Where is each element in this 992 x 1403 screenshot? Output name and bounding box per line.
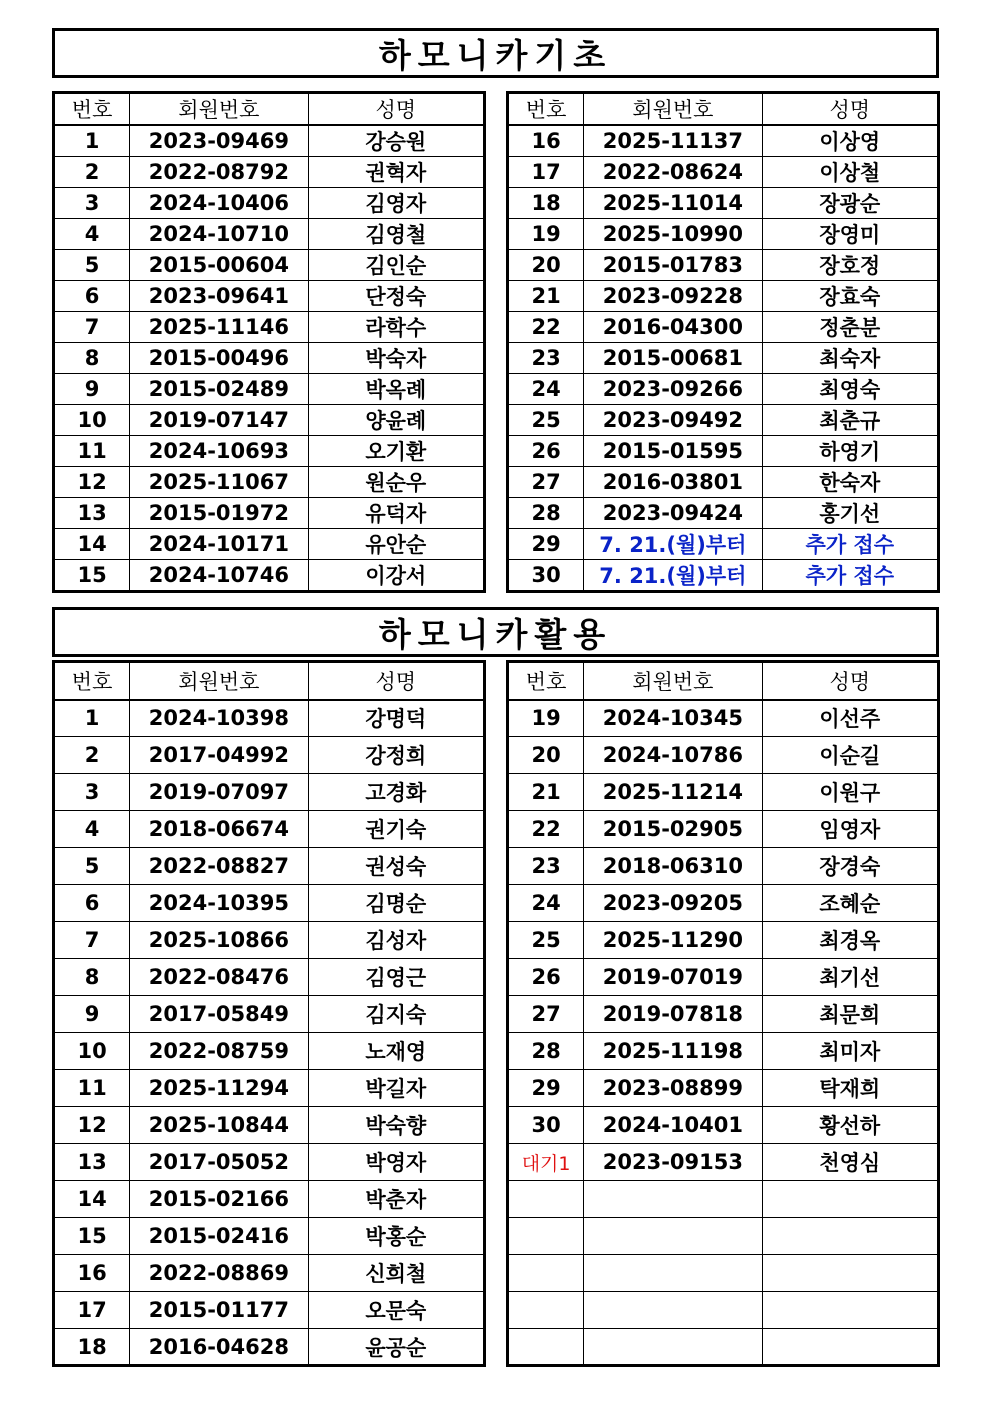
row-number: 5: [54, 250, 130, 281]
row-number: 12: [54, 467, 130, 498]
table-row: [508, 529, 939, 560]
table-row: [54, 219, 485, 250]
member-id: 2016-04300: [584, 312, 762, 343]
row-number: 30: [508, 1107, 584, 1144]
table-row: [508, 774, 939, 811]
table-row: [54, 498, 485, 529]
table-row: [508, 157, 939, 188]
table-row: [54, 996, 485, 1033]
table-row: [54, 374, 485, 405]
row-number: 8: [54, 343, 130, 374]
table-row: [54, 1033, 485, 1070]
member-id: 2025-10866: [130, 922, 308, 959]
member-id: 2025-11067: [130, 467, 308, 498]
member-name: 이상영: [762, 125, 938, 157]
table-row: [508, 436, 939, 467]
table-row: [508, 467, 939, 498]
row-number: 대기1: [508, 1144, 584, 1181]
table-row: [508, 1144, 939, 1181]
row-number: 21: [508, 774, 584, 811]
row-number: 21: [508, 281, 584, 312]
member-name: 라학수: [308, 312, 484, 343]
header-number: 번호: [54, 662, 130, 700]
member-name: 권기숙: [308, 811, 484, 848]
row-number: 14: [54, 1181, 130, 1218]
row-number: 18: [508, 188, 584, 219]
table-header-row: [508, 662, 939, 700]
member-id: 2024-10395: [130, 885, 308, 922]
member-id: 2015-02166: [130, 1181, 308, 1218]
header-name: 성명: [308, 662, 484, 700]
member-name: 하영기: [762, 436, 938, 467]
row-number: 7: [54, 312, 130, 343]
section2-table-left: [52, 660, 486, 1367]
row-number: 6: [54, 885, 130, 922]
table-row: [508, 811, 939, 848]
member-id: 2024-10401: [584, 1107, 762, 1144]
row-number: 17: [54, 1292, 130, 1329]
member-name: 원순우: [308, 467, 484, 498]
row-number: 23: [508, 343, 584, 374]
table-row: [54, 811, 485, 848]
table-row: [54, 405, 485, 436]
member-name: 권성숙: [308, 848, 484, 885]
row-number: 28: [508, 1033, 584, 1070]
header-name: 성명: [762, 662, 938, 700]
member-id: 2015-00681: [584, 343, 762, 374]
row-number: 3: [54, 774, 130, 811]
member-name: 박숙자: [308, 343, 484, 374]
row-number: 14: [54, 529, 130, 560]
member-id: 2025-11214: [584, 774, 762, 811]
member-name: 추가 접수: [762, 560, 938, 592]
row-number: 18: [54, 1329, 130, 1366]
row-number: 22: [508, 811, 584, 848]
table-row: [508, 1070, 939, 1107]
member-id: 2022-08792: [130, 157, 308, 188]
row-number: 3: [54, 188, 130, 219]
member-name: 단정숙: [308, 281, 484, 312]
table-row: [54, 157, 485, 188]
table-row: [508, 343, 939, 374]
row-number: 29: [508, 1070, 584, 1107]
header-member-id: 회원번호: [130, 662, 308, 700]
member-name: 박춘자: [308, 1181, 484, 1218]
table-row: [508, 1033, 939, 1070]
member-id: 2025-11290: [584, 922, 762, 959]
row-number: 20: [508, 737, 584, 774]
table-row: [508, 922, 939, 959]
member-name: 박옥례: [308, 374, 484, 405]
section1-table-right: [506, 91, 940, 593]
member-name: 이순길: [762, 737, 938, 774]
member-id: 2018-06674: [130, 811, 308, 848]
member-id: 2024-10406: [130, 188, 308, 219]
member-id: 2019-07097: [130, 774, 308, 811]
table-row: [54, 1292, 485, 1329]
member-name: 김지숙: [308, 996, 484, 1033]
member-id: 2015-00604: [130, 250, 308, 281]
member-id: 2023-09266: [584, 374, 762, 405]
member-name: 홍기선: [762, 498, 938, 529]
header-member-id: 회원번호: [584, 93, 762, 126]
row-number: 29: [508, 529, 584, 560]
section1-title: 하모니카기초: [52, 28, 939, 78]
member-name: 양윤례: [308, 405, 484, 436]
member-id: 2019-07019: [584, 959, 762, 996]
member-name: 최춘규: [762, 405, 938, 436]
member-name: 최영숙: [762, 374, 938, 405]
member-name: 최숙자: [762, 343, 938, 374]
member-name: 한숙자: [762, 467, 938, 498]
table-row: [508, 1329, 939, 1366]
member-id: 2019-07147: [130, 405, 308, 436]
member-name: 탁재희: [762, 1070, 938, 1107]
table-row: [54, 1070, 485, 1107]
member-id: 2024-10345: [584, 700, 762, 737]
member-name: [762, 1255, 938, 1292]
row-number: 4: [54, 219, 130, 250]
row-number: 20: [508, 250, 584, 281]
member-name: 임영자: [762, 811, 938, 848]
table-row: [508, 312, 939, 343]
member-id: 2025-11146: [130, 312, 308, 343]
member-id: 2024-10171: [130, 529, 308, 560]
member-id: 2015-02416: [130, 1218, 308, 1255]
table-row: [508, 125, 939, 157]
member-name: 조혜순: [762, 885, 938, 922]
member-id: 2025-10990: [584, 219, 762, 250]
table-row: [54, 700, 485, 737]
member-id: 7. 21.(월)부터: [584, 560, 762, 592]
table-row: [508, 374, 939, 405]
member-id: 2023-09641: [130, 281, 308, 312]
member-id: 2023-09228: [584, 281, 762, 312]
member-id: [584, 1181, 762, 1218]
member-name: 권혁자: [308, 157, 484, 188]
row-number: 16: [508, 125, 584, 157]
table-row: [54, 250, 485, 281]
member-id: 2017-04992: [130, 737, 308, 774]
member-id: 2015-01783: [584, 250, 762, 281]
table-row: [54, 560, 485, 592]
table-row: [54, 281, 485, 312]
member-name: 강명덕: [308, 700, 484, 737]
member-id: 2023-09205: [584, 885, 762, 922]
member-id: 2023-09153: [584, 1144, 762, 1181]
row-number: 10: [54, 405, 130, 436]
row-number: 8: [54, 959, 130, 996]
row-number: 15: [54, 560, 130, 592]
member-name: 추가 접수: [762, 529, 938, 560]
row-number: 30: [508, 560, 584, 592]
row-number: 15: [54, 1218, 130, 1255]
member-id: 2024-10746: [130, 560, 308, 592]
member-name: 최문희: [762, 996, 938, 1033]
member-name: 노재영: [308, 1033, 484, 1070]
member-id: 2016-04628: [130, 1329, 308, 1366]
member-id: 2022-08476: [130, 959, 308, 996]
table-row: [54, 312, 485, 343]
member-id: 2025-11014: [584, 188, 762, 219]
table-row: [508, 498, 939, 529]
member-name: 김영근: [308, 959, 484, 996]
row-number: 28: [508, 498, 584, 529]
member-id: 2017-05052: [130, 1144, 308, 1181]
row-number: 25: [508, 405, 584, 436]
member-id: 2023-08899: [584, 1070, 762, 1107]
member-name: [762, 1218, 938, 1255]
member-id: 2015-02905: [584, 811, 762, 848]
table-row: [508, 1292, 939, 1329]
member-id: 2015-02489: [130, 374, 308, 405]
table-row: [508, 700, 939, 737]
table-row: [508, 405, 939, 436]
row-number: 10: [54, 1033, 130, 1070]
row-number: [508, 1218, 584, 1255]
member-name: 황선하: [762, 1107, 938, 1144]
table-row: [54, 774, 485, 811]
header-number: 번호: [508, 662, 584, 700]
table-row: [508, 219, 939, 250]
table-header-row: [54, 93, 485, 126]
member-id: 2022-08624: [584, 157, 762, 188]
member-id: 2015-01177: [130, 1292, 308, 1329]
member-id: 2015-01972: [130, 498, 308, 529]
row-number: 4: [54, 811, 130, 848]
row-number: 2: [54, 737, 130, 774]
member-name: 김영철: [308, 219, 484, 250]
member-id: 2024-10786: [584, 737, 762, 774]
member-name: 장효숙: [762, 281, 938, 312]
table-row: [508, 188, 939, 219]
member-id: 2023-09492: [584, 405, 762, 436]
member-id: [584, 1218, 762, 1255]
row-number: 25: [508, 922, 584, 959]
member-name: 장경숙: [762, 848, 938, 885]
member-id: 2025-11137: [584, 125, 762, 157]
table-row: [54, 885, 485, 922]
row-number: 1: [54, 125, 130, 157]
table-row: [508, 1107, 939, 1144]
member-name: 신희철: [308, 1255, 484, 1292]
member-name: 이원구: [762, 774, 938, 811]
member-id: [584, 1329, 762, 1366]
member-name: 천영심: [762, 1144, 938, 1181]
row-number: 17: [508, 157, 584, 188]
row-number: 16: [54, 1255, 130, 1292]
table-row: [508, 560, 939, 592]
member-id: 2025-11294: [130, 1070, 308, 1107]
member-id: 2023-09424: [584, 498, 762, 529]
row-number: 9: [54, 374, 130, 405]
member-name: 장영미: [762, 219, 938, 250]
member-name: 윤공순: [308, 1329, 484, 1366]
table-row: [54, 467, 485, 498]
row-number: 5: [54, 848, 130, 885]
member-name: 오문숙: [308, 1292, 484, 1329]
table-row: [508, 737, 939, 774]
table-row: [54, 1144, 485, 1181]
header-name: 성명: [762, 93, 938, 126]
member-id: 2022-08759: [130, 1033, 308, 1070]
member-id: 2023-09469: [130, 125, 308, 157]
table-header-row: [54, 662, 485, 700]
table-row: [54, 959, 485, 996]
row-number: 24: [508, 885, 584, 922]
row-number: 9: [54, 996, 130, 1033]
member-name: 강정희: [308, 737, 484, 774]
member-id: 2024-10398: [130, 700, 308, 737]
table-row: [54, 529, 485, 560]
member-id: 2024-10710: [130, 219, 308, 250]
row-number: [508, 1329, 584, 1366]
member-id: 2015-01595: [584, 436, 762, 467]
member-name: 박길자: [308, 1070, 484, 1107]
table-row: [54, 737, 485, 774]
member-id: 2019-07818: [584, 996, 762, 1033]
member-name: 최경옥: [762, 922, 938, 959]
member-name: 오기환: [308, 436, 484, 467]
member-name: 최기선: [762, 959, 938, 996]
table-row: [54, 436, 485, 467]
row-number: 27: [508, 467, 584, 498]
row-number: 19: [508, 700, 584, 737]
header-member-id: 회원번호: [584, 662, 762, 700]
table-row: [54, 1181, 485, 1218]
table-row: [54, 1329, 485, 1366]
table-row: [508, 250, 939, 281]
member-name: 강승원: [308, 125, 484, 157]
row-number: 11: [54, 436, 130, 467]
header-member-id: 회원번호: [130, 93, 308, 126]
row-number: 1: [54, 700, 130, 737]
row-number: 24: [508, 374, 584, 405]
row-number: 13: [54, 1144, 130, 1181]
row-number: 22: [508, 312, 584, 343]
member-name: 김인순: [308, 250, 484, 281]
table-row: [54, 1107, 485, 1144]
member-name: 이강서: [308, 560, 484, 592]
header-number: 번호: [54, 93, 130, 126]
member-name: 정춘분: [762, 312, 938, 343]
section1-table-left: [52, 91, 486, 593]
member-name: [762, 1329, 938, 1366]
member-name: 박영자: [308, 1144, 484, 1181]
member-id: 2016-03801: [584, 467, 762, 498]
member-id: 2024-10693: [130, 436, 308, 467]
table-header-row: [508, 93, 939, 126]
row-number: 2: [54, 157, 130, 188]
row-number: [508, 1255, 584, 1292]
member-name: 박홍순: [308, 1218, 484, 1255]
member-id: 2022-08869: [130, 1255, 308, 1292]
header-name: 성명: [308, 93, 484, 126]
table-row: [54, 343, 485, 374]
member-name: 김영자: [308, 188, 484, 219]
row-number: 23: [508, 848, 584, 885]
member-name: 유안순: [308, 529, 484, 560]
member-id: 2025-11198: [584, 1033, 762, 1070]
row-number: 12: [54, 1107, 130, 1144]
table-row: [54, 188, 485, 219]
member-name: 유덕자: [308, 498, 484, 529]
member-name: 고경화: [308, 774, 484, 811]
member-id: 2022-08827: [130, 848, 308, 885]
row-number: 19: [508, 219, 584, 250]
row-number: 26: [508, 959, 584, 996]
table-row: [508, 848, 939, 885]
table-row: [54, 922, 485, 959]
table-row: [508, 885, 939, 922]
member-name: 박숙향: [308, 1107, 484, 1144]
table-row: [508, 1181, 939, 1218]
row-number: 7: [54, 922, 130, 959]
row-number: [508, 1181, 584, 1218]
member-name: 장호정: [762, 250, 938, 281]
table-row: [508, 1218, 939, 1255]
table-row: [54, 848, 485, 885]
section2-table-right: [506, 660, 940, 1367]
table-row: [508, 959, 939, 996]
table-row: [54, 125, 485, 157]
member-id: [584, 1292, 762, 1329]
table-row: [54, 1255, 485, 1292]
member-id: 2018-06310: [584, 848, 762, 885]
table-row: [508, 996, 939, 1033]
member-name: [762, 1292, 938, 1329]
row-number: 11: [54, 1070, 130, 1107]
row-number: 13: [54, 498, 130, 529]
member-id: 7. 21.(월)부터: [584, 529, 762, 560]
member-name: 최미자: [762, 1033, 938, 1070]
member-name: 이선주: [762, 700, 938, 737]
member-id: 2017-05849: [130, 996, 308, 1033]
table-row: [508, 281, 939, 312]
member-name: 이상철: [762, 157, 938, 188]
member-name: 김성자: [308, 922, 484, 959]
row-number: 6: [54, 281, 130, 312]
table-row: [54, 1218, 485, 1255]
member-name: [762, 1181, 938, 1218]
member-name: 김명순: [308, 885, 484, 922]
section2-title: 하모니카활용: [52, 607, 939, 657]
member-name: 장광순: [762, 188, 938, 219]
member-id: 2015-00496: [130, 343, 308, 374]
member-id: [584, 1255, 762, 1292]
row-number: [508, 1292, 584, 1329]
row-number: 27: [508, 996, 584, 1033]
table-row: [508, 1255, 939, 1292]
header-number: 번호: [508, 93, 584, 126]
member-id: 2025-10844: [130, 1107, 308, 1144]
row-number: 26: [508, 436, 584, 467]
